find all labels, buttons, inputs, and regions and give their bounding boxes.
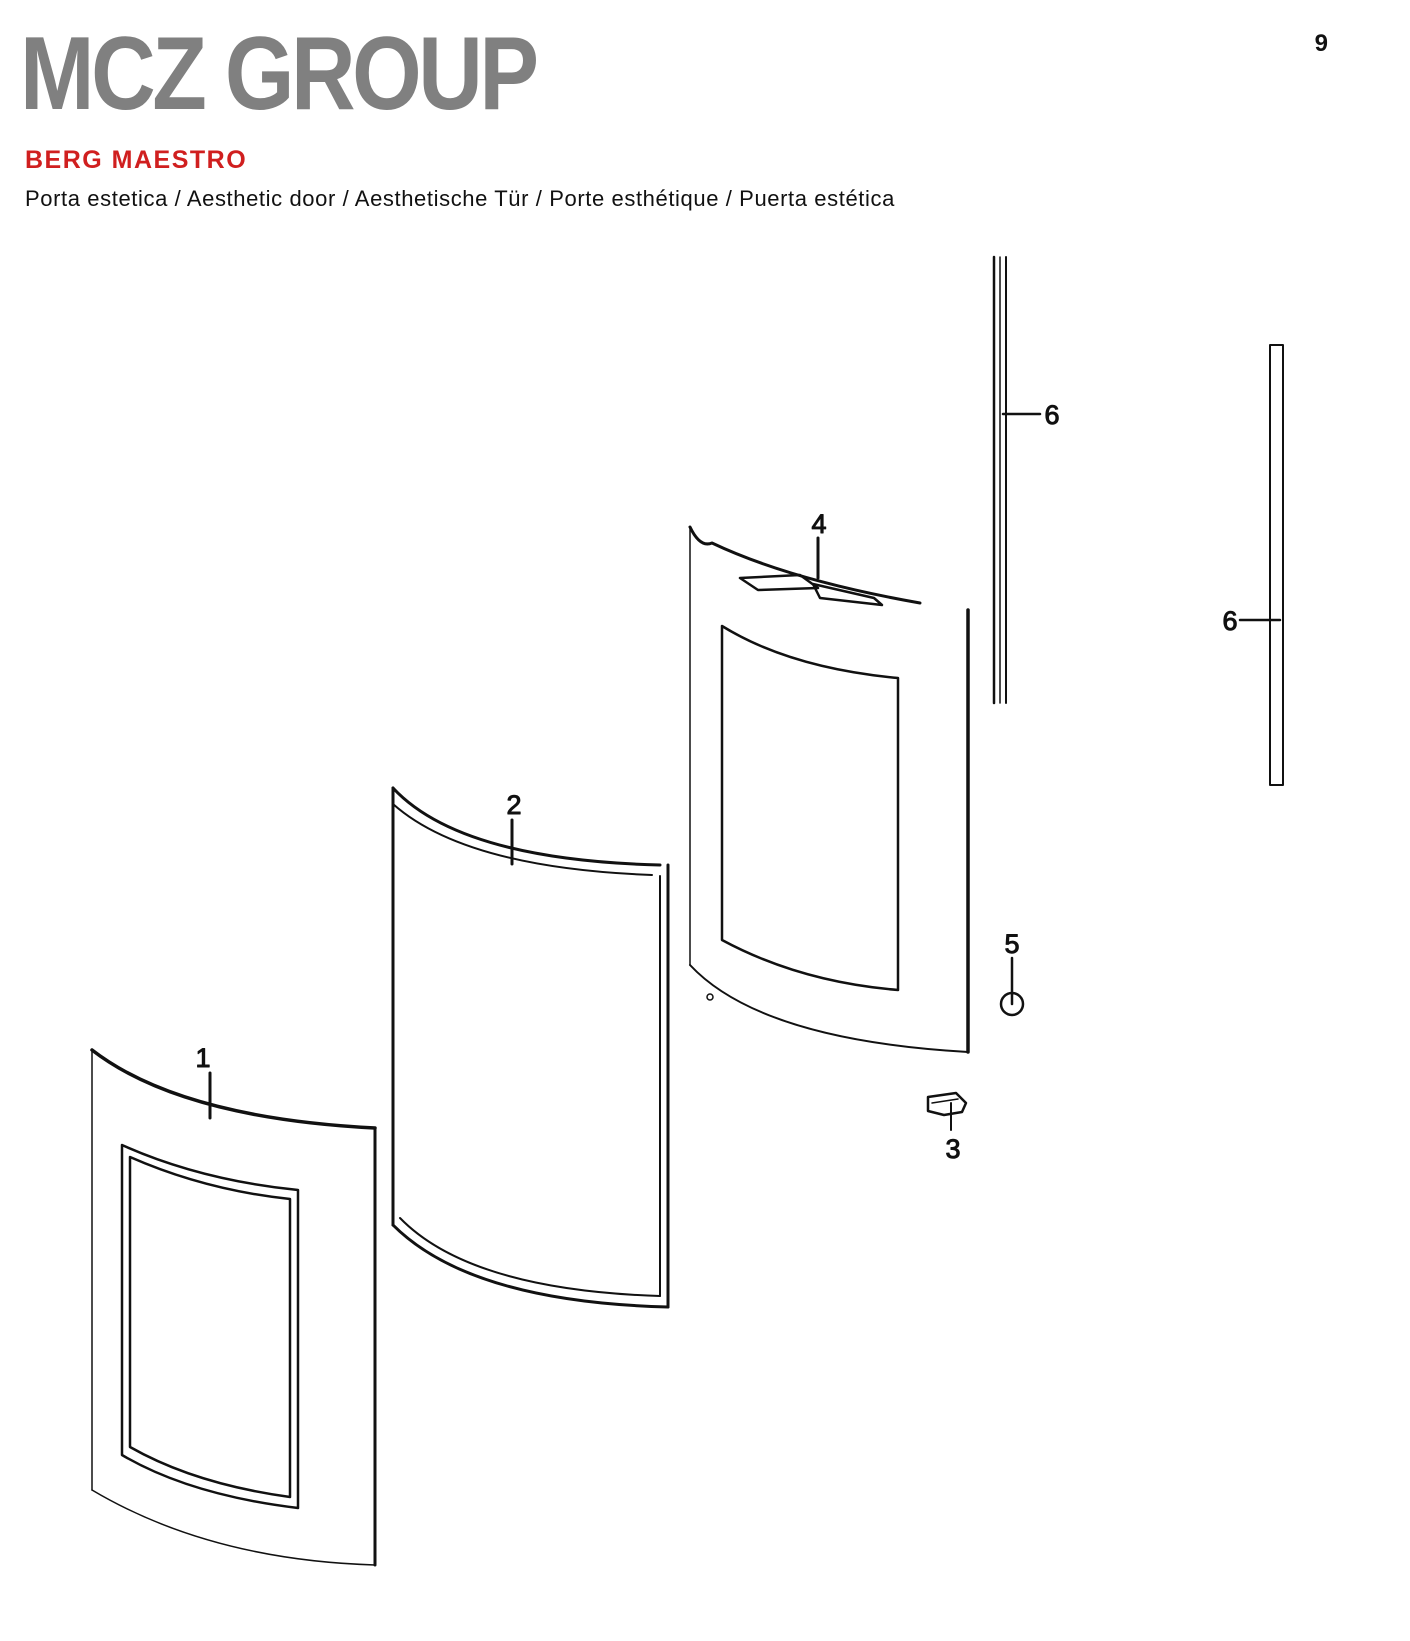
part-1-door-frame [92,1050,375,1565]
brand-logo: MCZ GROUP [20,16,536,132]
callout-5: 5 [1004,929,1020,959]
section-subtitle: Porta estetica / Aesthetic door / Aesthetische Tür / Porte esthétique / Puerta estética [25,186,895,211]
model-title: BERG MAESTRO [25,146,248,174]
callout-1: 1 [195,1043,211,1073]
part-4-rear-frame [690,527,968,1052]
part-2-glass [393,788,668,1307]
part-6a-strip [994,257,1040,703]
callout-3: 3 [945,1134,961,1164]
page-number: 9 [1314,30,1328,57]
part-6b-strip [1240,345,1283,785]
callout-2: 2 [506,790,522,820]
callout-6b: 6 [1222,606,1238,636]
part-5-knob [1001,958,1023,1015]
part-3-hinge [928,1093,966,1130]
callout-4: 4 [811,509,827,539]
callout-6a: 6 [1044,400,1060,430]
